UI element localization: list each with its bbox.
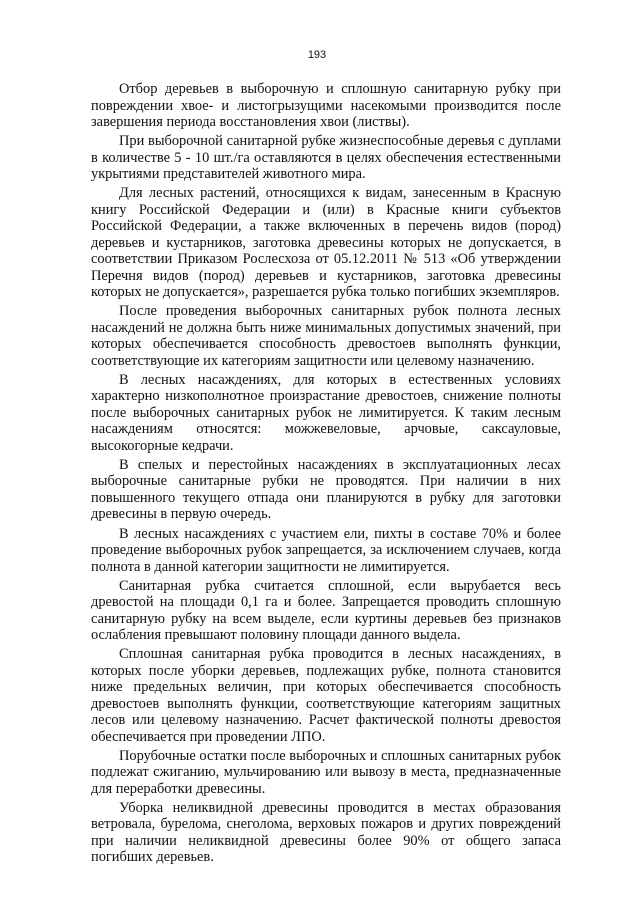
paragraph-5: В лесных насаждениях, для которых в естественных условиях характерно низкополнотное произрастание древостоев, снижение полноты после выборочных санитарных рубок не лимитируется. К таким лесным насаждениям относятся: можжевеловые, арчовые, саксауловые, высокогорные кедрачи.	[91, 371, 561, 454]
document-body	[91, 81, 561, 869]
paragraph-8: Санитарная рубка считается сплошной, если вырубается весь древостой на площади 0,1 га и более. Запрещается проводить сплошную санитарную рубку на всем выделе, если куртины деревьев без признаков ослабления превышают половину площади данного выдела.	[91, 577, 561, 644]
paragraph-9: Сплошная санитарная рубка проводится в лесных насаждениях, в которых после уборки деревьев, подлежащих рубке, полнота становится ниже предельных величин, при которых обеспечивается способность древостоев выполнять функции, соответствующие категориям защитных лесов или целевому назначению. Расчет фактической полноты древостоя обеспечивается при проведении ЛПО.	[91, 646, 561, 745]
paragraph-6: В спелых и перестойных насаждениях в эксплуатационных лесах выборочные санитарные рубки не проводятся. При наличии в них повышенного текущего отпада они планируются в рубку для заготовки древесины в первую очередь.	[91, 456, 561, 523]
paragraph-7: В лесных насаждениях с участием ели, пихты в составе 70% и более проведение выборочных рубок запрещается, за исключением случаев, когда полнота в данной категории защитности не лимитируется.	[91, 525, 561, 575]
paragraph-3: Для лесных растений, относящихся к видам, занесенным в Красную книгу Российской Федерации и (или) в Красные книги субъектов Российской Федерации, а также включенных в перечень видов (пород) деревьев и кустарников, заготовка древесины которых не допускается, в соответствии Приказом Рослесхоза от 05.12.2011 № 513 «Об утверждении Перечня видов (пород) деревьев и кустарников, заготовка древесины которых не допускается», разрешается рубка только погибших экземпляров.	[91, 185, 561, 301]
page-number: 193	[307, 49, 327, 61]
paragraph-10: Порубочные остатки после выборочных и сплошных санитарных рубок подлежат сжиганию, мульчированию или вывозу в места, предназначенные для переработки древесины.	[91, 747, 561, 797]
paragraph-2: При выборочной санитарной рубке жизнеспособные деревья с дуплами в количестве 5 - 10 шт./га оставляются в целях обеспечения естественными укрытиями представителей животного мира.	[91, 133, 561, 183]
paragraph-1: Отбор деревьев в выборочную и сплошную санитарную рубку при повреждении хвое- и листогрызущими насекомыми производится после завершения периода восстановления хвои (листвы).	[91, 81, 561, 130]
paragraph-11: Уборка неликвидной древесины проводится в местах образования ветровала, бурелома, снеголома, верховых пожаров и других повреждений при наличии неликвидной древесины более 90% от общего запаса погибших деревьев.	[91, 799, 561, 866]
paragraph-4: После проведения выборочных санитарных рубок полнота лесных насаждений не должна быть ниже минимальных допустимых значений, при которых обеспечивается способность древостоев выполнять функции, соответствующие их категориям защитности или целевому назначению.	[91, 303, 561, 369]
